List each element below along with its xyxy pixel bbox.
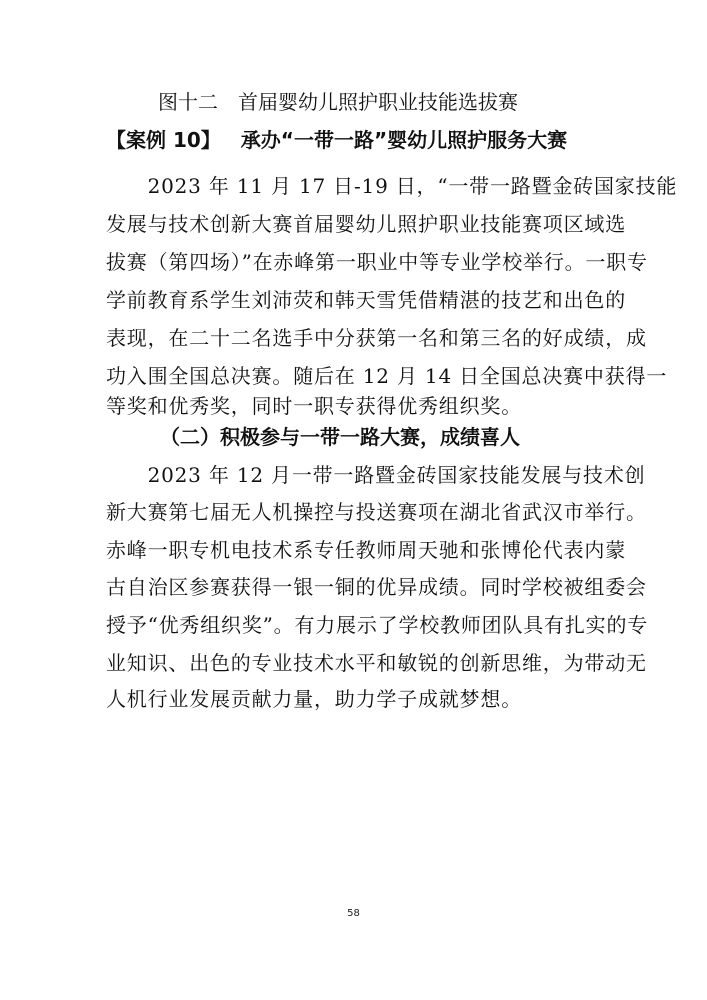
paragraph-1-line: 拔赛（第四场）”在赤峰第一职业中等专业学校举行。一职专	[106, 250, 648, 274]
case-heading	[106, 126, 567, 154]
paragraph-2-line: 业知识、出色的专业技术水平和敏锐的创新思维，为带动无	[106, 651, 647, 675]
paragraph-2-line: 古自治区参赛获得一银一铜的优异成绩。同时学校被组委会	[106, 575, 647, 599]
paragraph-1-line: 表现，在二十二名选手中分获第一名和第三名的好成绩，成	[106, 326, 647, 350]
page-number: 58	[347, 908, 360, 919]
case-title: 承办“一带一路”婴幼儿照护服务大赛	[240, 128, 568, 152]
figure-caption: 图十二 首届婴幼儿照护职业技能选拔赛	[158, 90, 518, 114]
section-heading: （二）积极参与一带一路大赛，成绩喜人	[160, 425, 520, 449]
paragraph-2-line: 人机行业发展贡献力量，助力学子成就梦想。	[106, 687, 522, 711]
paragraph-2-line: 授予“优秀组织奖”。有力展示了学校教师团队具有扎实的专	[106, 613, 649, 637]
case-label: 【案例 10】	[106, 128, 221, 152]
paragraph-2-line: 赤峰一职专机电技术系专任教师周天驰和张博伦代表内蒙	[106, 538, 626, 562]
paragraph-1-line: 功入围全国总决赛。随后在 12 月 14 日全国总决赛中获得一	[106, 364, 668, 388]
paragraph-2-line: 新大赛第七届无人机操控与投送赛项在湖北省武汉市举行。	[106, 500, 647, 524]
paragraph-1-line: 2023 年 11 月 17 日-19 日，“一带一路暨金砖国家技能	[106, 174, 678, 198]
paragraph-2-line: 2023 年 12 月一带一路暨金砖国家技能发展与技术创	[106, 463, 646, 487]
paragraph-1-line: 发展与技术创新大赛首届婴幼儿照护职业技能赛项区域选	[106, 212, 626, 236]
paragraph-1-line: 学前教育系学生刘沛荧和韩天雪凭借精湛的技艺和出色的	[106, 288, 626, 312]
paragraph-1-line: 等奖和优秀奖，同时一职专获得优秀组织奖。	[106, 394, 522, 418]
